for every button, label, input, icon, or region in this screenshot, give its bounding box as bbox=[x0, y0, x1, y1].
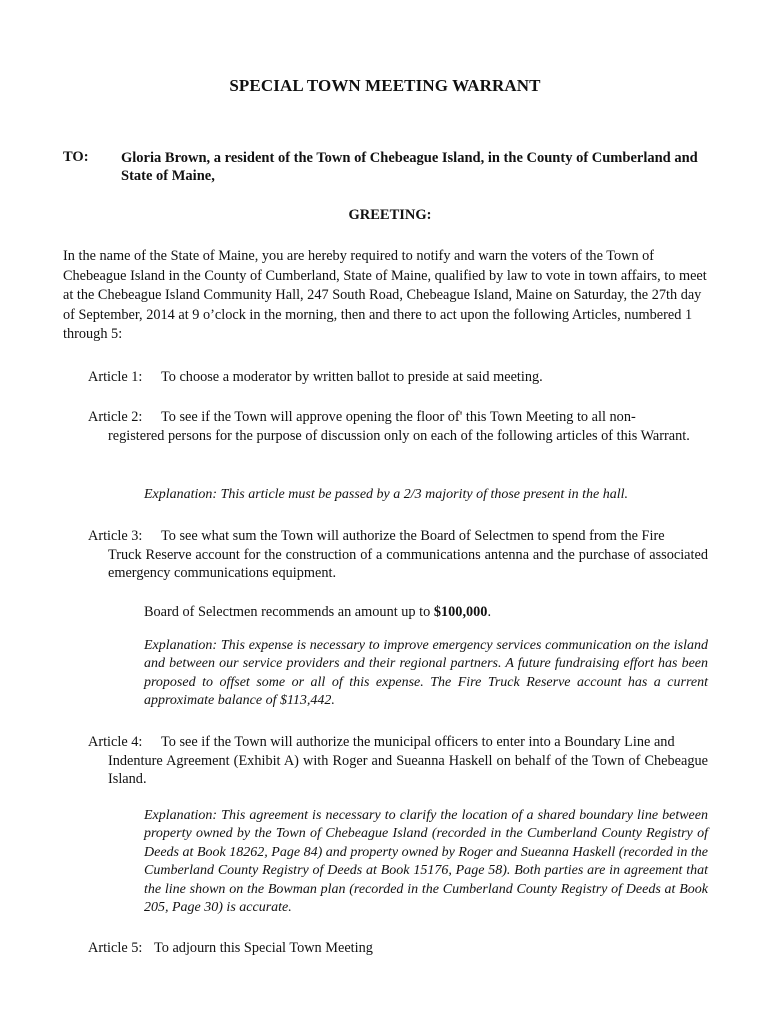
to-label: TO: bbox=[63, 149, 89, 165]
article-text-rest: Indenture Agreement (Exhibit A) with Roger and Sueanna Haskell on behalf of the Town of Chebeague Island. bbox=[108, 752, 708, 787]
article-text-first: To see if the Town will approve opening the floor of' this Town Meeting to all non- bbox=[161, 409, 636, 425]
article-label: Article 1: bbox=[88, 369, 143, 385]
article-text: To choose a moderator by written ballot to preside at said meeting. bbox=[161, 369, 543, 385]
intro-paragraph: In the name of the State of Maine, you are hereby required to notify and warn the voters of the Town of Chebeague Island in the County of Cumberland, State of Maine, qualified by law to vote in town affairs, to meet at the Chebeague Island Community Hall, 247 South Road, Chebeague Island, Maine on Saturday, the 27th day of September, 2014 at 9 o’clock in the morning, then and there to act upon the following Articles, numbered 1 through 5: bbox=[63, 248, 707, 342]
article-text-rest: Truck Reserve account for the construction of a communications antenna and the purchase of associated emergency communications equipment. bbox=[108, 546, 708, 581]
article-3-recommendation bbox=[144, 604, 708, 621]
article-text-first: To see if the Town will authorize the municipal officers to enter into a Boundary Line and bbox=[161, 734, 675, 750]
article-4 bbox=[88, 733, 708, 789]
article-text: To adjourn this Special Town Meeting bbox=[154, 940, 373, 956]
greeting: GREETING: bbox=[348, 207, 432, 223]
recommendation-amount: $100,000 bbox=[433, 604, 488, 620]
recommendation-suffix: . bbox=[487, 604, 492, 620]
article-label: Article 3: bbox=[88, 528, 143, 544]
article-1 bbox=[88, 368, 708, 387]
article-label: Article 5: bbox=[88, 940, 143, 956]
article-2 bbox=[88, 408, 708, 445]
article-label: Article 2: bbox=[88, 409, 143, 425]
article-3-explanation: Explanation: This expense is necessary to improve emergency services communication on the island and between our service providers and their regional partners. A future fundraising effort has been proposed to offset some or all of this expense. The Fire Truck Reserve account has a current approximate balance of $113,442. bbox=[144, 638, 708, 709]
article-label: Article 4: bbox=[88, 734, 143, 750]
to-recipient: Gloria Brown, a resident of the Town of Chebeague Island, in the County of Cumberland and State of Maine, bbox=[121, 150, 698, 184]
document-title: SPECIAL TOWN MEETING WARRANT bbox=[229, 76, 541, 95]
article-5 bbox=[88, 939, 708, 958]
article-2-explanation: Explanation: This article must be passed by a 2/3 majority of those present in the hall. bbox=[144, 487, 628, 502]
article-4-explanation: Explanation: This agreement is necessary to clarify the location of a shared boundary line between property owned by the Town of Chebeague Island (recorded in the Cumberland County Registry of Deeds at Book 18262, Page 84) and property owned by Roger and Sueanna Haskell (recorded in the Cumberland County Registry of Deeds at Book 15176, Page 58). Both parties are in agreement that the line shown on the Bowman plan (recorded in the Cumberland County Registry of Deeds at Book 205, Page 30) is accurate. bbox=[144, 808, 708, 916]
article-text-rest: registered persons for the purpose of discussion only on each of the following articles of this Warrant. bbox=[108, 427, 690, 444]
recommendation-text: Board of Selectmen recommends an amount up to bbox=[144, 604, 431, 620]
article-3 bbox=[88, 527, 708, 583]
article-text-first: To see what sum the Town will authorize the Board of Selectmen to spend from the Fire bbox=[161, 528, 665, 544]
